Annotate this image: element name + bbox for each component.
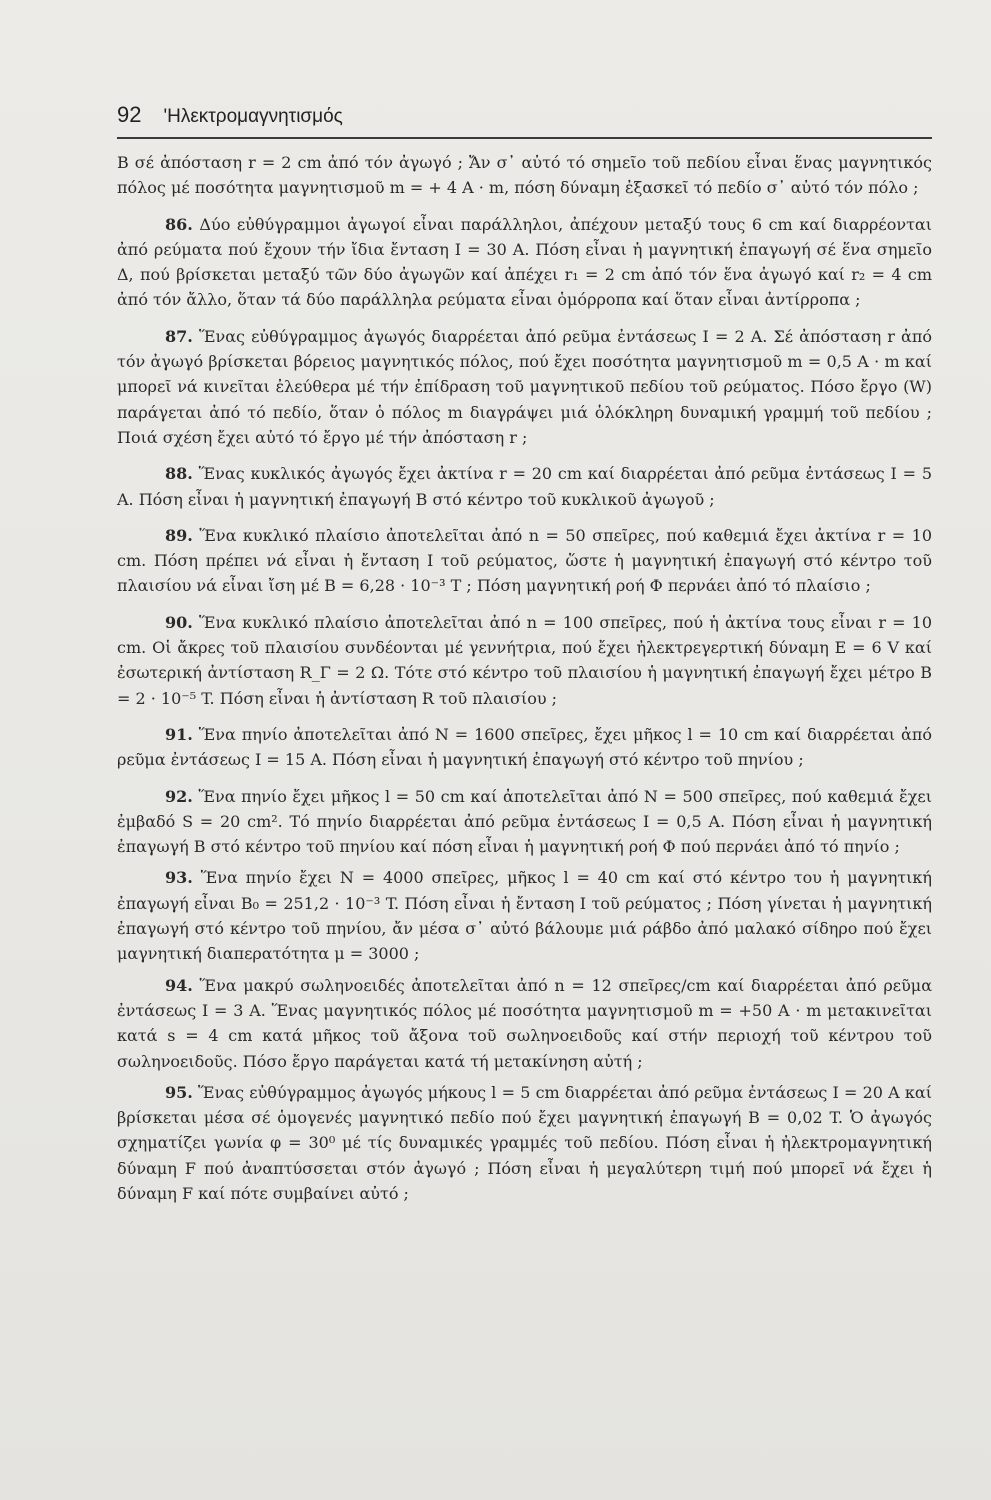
problem-text: Β σέ ἀπόσταση r = 2 cm ἀπό τόν ἀγωγό ; Ἄν σ᾿ αὐτό τό σημεῖο τοῦ πεδίου εἶναι ἕνας μαγνητικός πόλος μέ ποσότητα μαγνητισμοῦ m = + 4 A · m, πόση δύναμη ἐξασκεῖ τό πεδίο σ᾿ αὐτό τόν πόλο ;: [117, 153, 932, 198]
problem-number: 88.: [165, 464, 193, 484]
problem-text: Ἕνα πηνίο ἔχει μῆκος l = 50 cm καί ἀποτελεῖται ἀπό N = 500 σπεῖρες, πού καθεμιά ἔχει ἐμβαδό S = 20 cm². Τό πηνίο διαρρέεται ἀπό ρεῦμα ἐντάσεως I = 0,5 A. Πόση εἶναι ἡ μαγνητική ἐπαγωγή Β στό κέντρο τοῦ πηνίου καί πόση εἶναι ἡ μαγνητική ροή Φ πού περνάει ἀπό τό πηνίο ;: [117, 786, 932, 857]
problem-text: Ἕνα κυκλικό πλαίσιο ἀποτελεῖται ἀπό n = 100 σπεῖρες, πού ἡ ἀκτίνα τους εἶναι r = 10 cm. Οἱ ἄκρες τοῦ πλαισίου συνδέονται μέ γεννήτρια, πού ἔχει ἠλεκτρεγερτική δύναμη E = 6 V καί ἐσωτερική ἀντίσταση R_Γ = 2 Ω. Τότε στό κέντρο τοῦ πλαισίου ἡ μαγνητική ἐπαγωγή ἔχει μέτρο B = 2 · 10⁻⁵ T. Πόση εἶναι ἡ ἀντίσταση R τοῦ πλαισίου ;: [117, 612, 933, 708]
problem-92: [117, 784, 932, 860]
problem-90: [117, 610, 932, 711]
problem-95: [117, 1080, 932, 1206]
problem-text: Ἕνα πηνίο ἀποτελεῖται ἀπό N = 1600 σπεῖρες, ἔχει μῆκος l = 10 cm καί διαρρέεται ἀπό ρεῦμα ἐντάσεως I = 15 A. Πόση εἶναι ἡ μαγνητική ἐπαγωγή στό κέντρο τοῦ πηνίου ;: [117, 724, 932, 770]
problem-number: 92.: [165, 786, 193, 806]
problem-87: [117, 324, 932, 450]
problem-number: 93.: [165, 868, 193, 888]
problem-number: 90.: [165, 612, 193, 632]
problem-89: [117, 523, 932, 599]
header-rule: [117, 137, 932, 139]
problem-text: Ἕνα κυκλικό πλαίσιο ἀποτελεῖται ἀπό n = 50 σπεῖρες, πού καθεμιά ἔχει ἀκτίνα r = 10 cm. Πόση πρέπει νά εἶναι ἡ ἔνταση I τοῦ ρεύματος, ὥστε ἡ μαγνητική ἐπαγωγή στό κέντρο τοῦ πλαισίου νά εἶναι ἴση μέ B = 6,28 · 10⁻³ T ; Πόση μαγνητική ροή Φ περνάει ἀπό τό πλαίσιο ;: [117, 525, 932, 596]
problem-text: Ἕνας εὐθύγραμμος ἀγωγός μήκους l = 5 cm διαρρέεται ἀπό ρεῦμα ἐντάσεως I = 20 A καί βρίσκεται μέσα σέ ὁμογενές μαγνητικό πεδίο πού ἔχει μαγνητική ἐπαγωγή B = 0,02 T. Ὁ ἀγωγός σχηματίζει γωνία φ = 30⁰ μέ τίς δυναμικές γραμμές τοῦ πεδίου. Πόση εἶναι ἡ ἠλεκτρομαγνητική δύναμη F πού ἀναπτύσσεται στόν ἀγωγό ; Πόση εἶναι ἡ μεγαλύτερη τιμή πού μπορεῖ νά ἔχει ἡ δύναμη F καί πότε συμβαίνει αὐτό ;: [117, 1082, 932, 1203]
problem-text: Ἕνα μακρύ σωληνοειδές ἀποτελεῖται ἀπό n = 12 σπεῖρες/cm καί διαρρέεται ἀπό ρεῦμα ἐντάσεως I = 3 A. Ἕνας μαγνητικός πόλος μέ ποσότητα μαγνητισμοῦ m = +50 A · m μετακινεῖται κατά s = 4 cm κατά μῆκος τοῦ ἄξονα τοῦ σωληνοειδοῦς καί στήν περιοχή τοῦ κέντρου τοῦ σωληνοειδοῦς. Πόσο ἔργο παράγεται κατά τή μετακίνηση αὐτή ;: [117, 975, 932, 1071]
problem-number: 91.: [165, 724, 193, 744]
problem-list: [117, 150, 932, 1206]
problem-text: Ἕνα πηνίο ἔχει N = 4000 σπεῖρες, μῆκος l = 40 cm καί στό κέντρο του ἡ μαγνητική ἐπαγωγή εἶναι B₀ = 251,2 · 10⁻³ T. Πόση εἶναι ἡ ἔνταση I τοῦ ρεύματος ; Πόση γίνεται ἡ μαγνητική ἐπαγωγή στό κέντρο τοῦ πηνίου, ἄν μέσα σ᾿ αὐτό βάλουμε μιά ράβδο ἀπό μαλακό σίδηρο πού ἔχει μαγνητική διαπερατότητα μ = 3000 ;: [117, 868, 932, 964]
problem-continuation: [117, 150, 932, 201]
problem-number: 87.: [165, 326, 193, 346]
problem-88: [117, 461, 932, 512]
problem-94: [117, 973, 932, 1074]
problem-number: 94.: [165, 975, 193, 995]
problem-text: Ἕνας εὐθύγραμμος ἀγωγός διαρρέεται ἀπό ρεῦμα ἐντάσεως I = 2 A. Σέ ἀπόσταση r ἀπό τόν ἀγωγό βρίσκεται βόρειος μαγνητικός πόλος, πού ἔχει ποσότητα μαγνητισμοῦ m = 0,5 A · m καί μπορεῖ νά κινεῖται ἐλεύθερα μέ τήν ἐπίδραση τοῦ μαγνητικοῦ πεδίου τοῦ ρεύματος. Πόσο ἔργο (W) παράγεται ἀπό τό πεδίο, ὅταν ὁ πόλος m διαγράψει μιά ὁλόκληρη δυναμική γραμμή τοῦ πεδίου ; Ποιά σχέση ἔχει αὐτό τό ἔργο μέ τήν ἀπόσταση r ;: [117, 326, 932, 447]
problem-86: [117, 212, 932, 313]
problem-number: 95.: [165, 1082, 193, 1102]
problem-91: [117, 722, 932, 773]
problem-number: 86.: [165, 214, 193, 234]
problem-93: [117, 865, 932, 966]
running-title: 'Ηλεκτρομαγνητισμός: [163, 106, 343, 127]
problem-number: 89.: [165, 525, 193, 545]
problem-text: Ἕνας κυκλικός ἀγωγός ἔχει ἀκτίνα r = 20 cm καί διαρρέεται ἀπό ρεῦμα ἐντάσεως I = 5 A. Πόση εἶναι ἡ μαγνητική ἐπαγωγή Β στό κέντρο τοῦ κυκλικοῦ ἀγωγοῦ ;: [117, 464, 932, 509]
page-header: [117, 102, 932, 136]
page-number: 92: [117, 102, 142, 127]
problem-text: Δύο εὐθύγραμμοι ἀγωγοί εἶναι παράλληλοι, ἀπέχουν μεταξύ τους 6 cm καί διαρρέονται ἀπό ρεύματα πού ἔχουν τήν ἴδια ἔνταση I = 30 A. Πόση εἶναι ἡ μαγνητική ἐπαγωγή σέ ἕνα σημεῖο Δ, πού βρίσκεται μεταξύ τῶν δύο ἀγωγῶν καί ἀπέχει r₁ = 2 cm ἀπό τόν ἕνα ἀγωγό καί r₂ = 4 cm ἀπό τόν ἄλλο, ὅταν τά δύο παράλληλα ρεύματα εἶναι ὁμόρροπα καί ὅταν εἶναι ἀντίρροπα ;: [117, 214, 932, 310]
